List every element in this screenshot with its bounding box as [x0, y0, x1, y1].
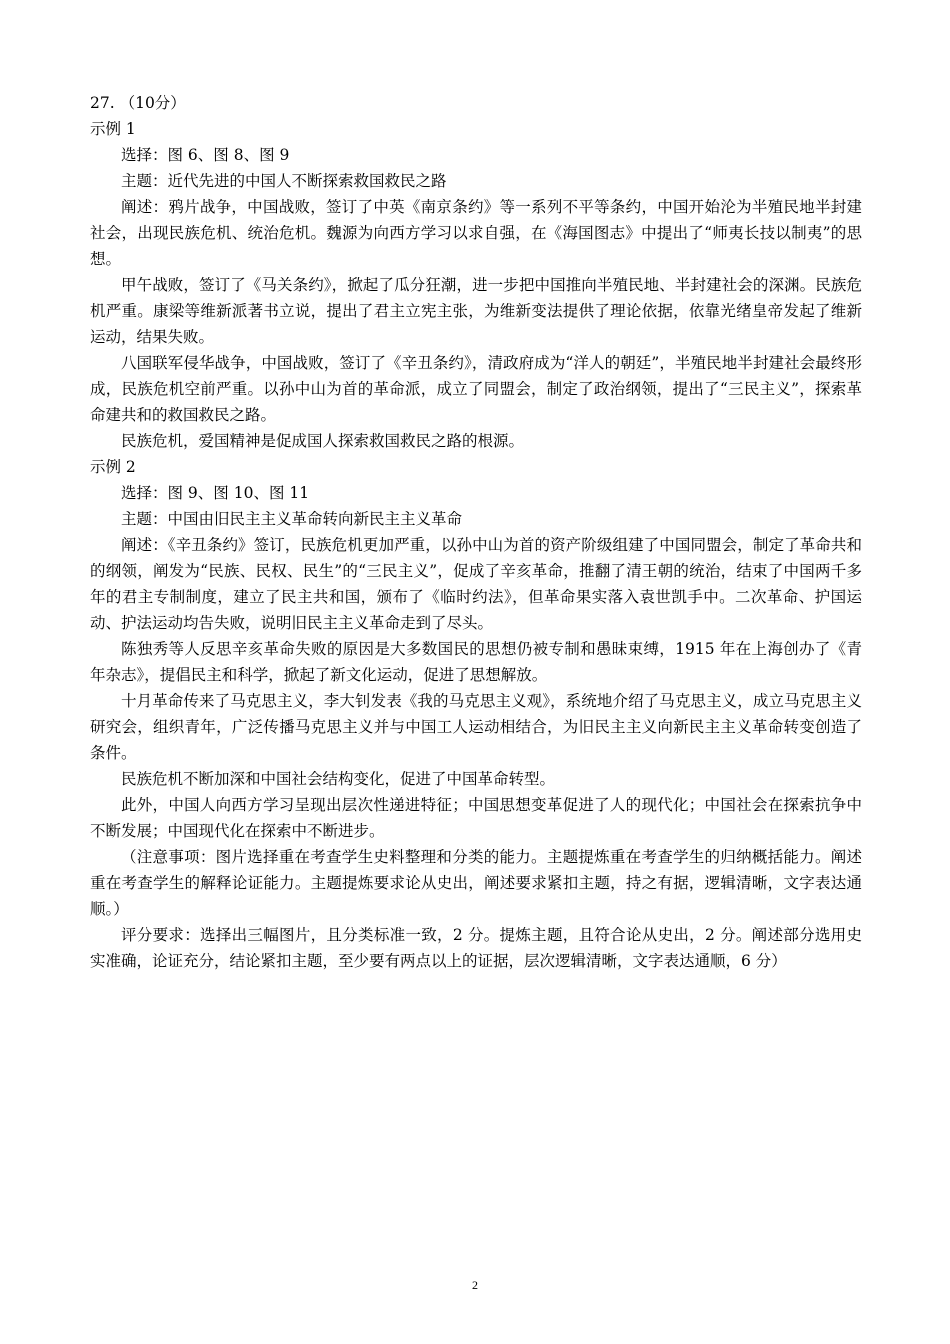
- example-1-selection: 选择：图 6、图 8、图 9: [121, 146, 290, 164]
- example-1-label: 示例 1: [90, 120, 136, 138]
- question-header: 27. （10分）: [90, 94, 186, 112]
- example-2-paragraph: 十月革命传来了马克思主义，李大钊发表《我的马克思主义观》，系统地介绍了马克思主义，成立马克思主义研究会，组织青年，广泛传播马克思主义并与中国工人运动相结合，为旧民主主义向新民主主义革命转变创造了条件。: [90, 692, 862, 762]
- example-2-paragraph: 陈独秀等人反思辛亥革命失败的原因是大多数国民的思想仍被专制和愚昧束缚，1915 年在上海创办了《青年杂志》，提倡民主和科学，掀起了新文化运动，促进了思想解放。: [90, 640, 862, 684]
- example-2-label: 示例 2: [90, 458, 136, 476]
- example-1-theme: 主题：近代先进的中国人不断探索救国救民之路: [121, 172, 447, 190]
- notes: [90, 844, 862, 974]
- example-2-theme: 主题：中国由旧民主主义革命转向新民主主义革命: [121, 510, 463, 528]
- grading-requirements: 评分要求：选择出三幅图片，且分类标准一致，2 分。提炼主题，且符合论从史出，2 分。阐述部分选用史实准确，论证充分，结论紧扣主题，至少要有两点以上的证据，层次逻辑清晰，文字表达通顺，6 分）: [90, 926, 862, 970]
- example-2-paragraph: 阐述：《辛丑条约》签订，民族危机更加严重，以孙中山为首的资产阶级组建了中国同盟会，制定了革命共和的纲领，阐发为“民族、民权、民生”的“三民主义”，促成了辛亥革命，推翻了清王朝的统治，结束了中国两千多年的君主专制制度，建立了民主共和国，颁布了《临时约法》，但革命果实落入袁世凯手中。二次革命、护国运动、护法运动均告失败，说明旧民主主义革命走到了尽头。: [90, 536, 862, 632]
- example-2-paragraph: 民族危机不断加深和中国社会结构变化，促进了中国革命转型。: [121, 770, 556, 788]
- example-2: [90, 454, 862, 844]
- example-1-paragraph: 民族危机，爱国精神是促成国人探索救国救民之路的根源。: [121, 432, 525, 450]
- answer-page: [90, 90, 862, 974]
- example-2-paragraph: 此外，中国人向西方学习呈现出层次性递进特征；中国思想变革促进了人的现代化；中国社会在探索抗争中不断发展；中国现代化在探索中不断进步。: [90, 796, 862, 840]
- example-2-selection: 选择：图 9、图 10、图 11: [121, 484, 310, 502]
- example-1-paragraph: 阐述：鸦片战争，中国战败，签订了中英《南京条约》等一系列不平等条约，中国开始沦为半殖民地半封建社会，出现民族危机、统治危机。魏源为向西方学习以求自强，在《海国图志》中提出了“师夷长技以制夷”的思想。: [90, 198, 862, 268]
- example-1: [90, 116, 862, 454]
- attention-note: （注意事项：图片选择重在考查学生史料整理和分类的能力。主题提炼重在考查学生的归纳概括能力。阐述重在考查学生的解释论证能力。主题提炼要求论从史出，阐述要求紧扣主题，持之有据，逻辑清晰，文字表达通顺。）: [90, 848, 862, 918]
- example-1-paragraph: 八国联军侵华战争，中国战败，签订了《辛丑条约》，清政府成为“洋人的朝廷”，半殖民地半封建社会最终形成，民族危机空前严重。以孙中山为首的革命派，成立了同盟会，制定了政治纲领，提出了“三民主义”，探索革命建共和的救国救民之路。: [90, 354, 862, 424]
- page-number: 2: [472, 1278, 478, 1292]
- example-1-paragraph: 甲午战败，签订了《马关条约》，掀起了瓜分狂潮，进一步把中国推向半殖民地、半封建社会的深渊。民族危机严重。康梁等维新派著书立说，提出了君主立宪主张，为维新变法提供了理论依据，依靠光绪皇帝发起了维新运动，结果失败。: [90, 276, 862, 346]
